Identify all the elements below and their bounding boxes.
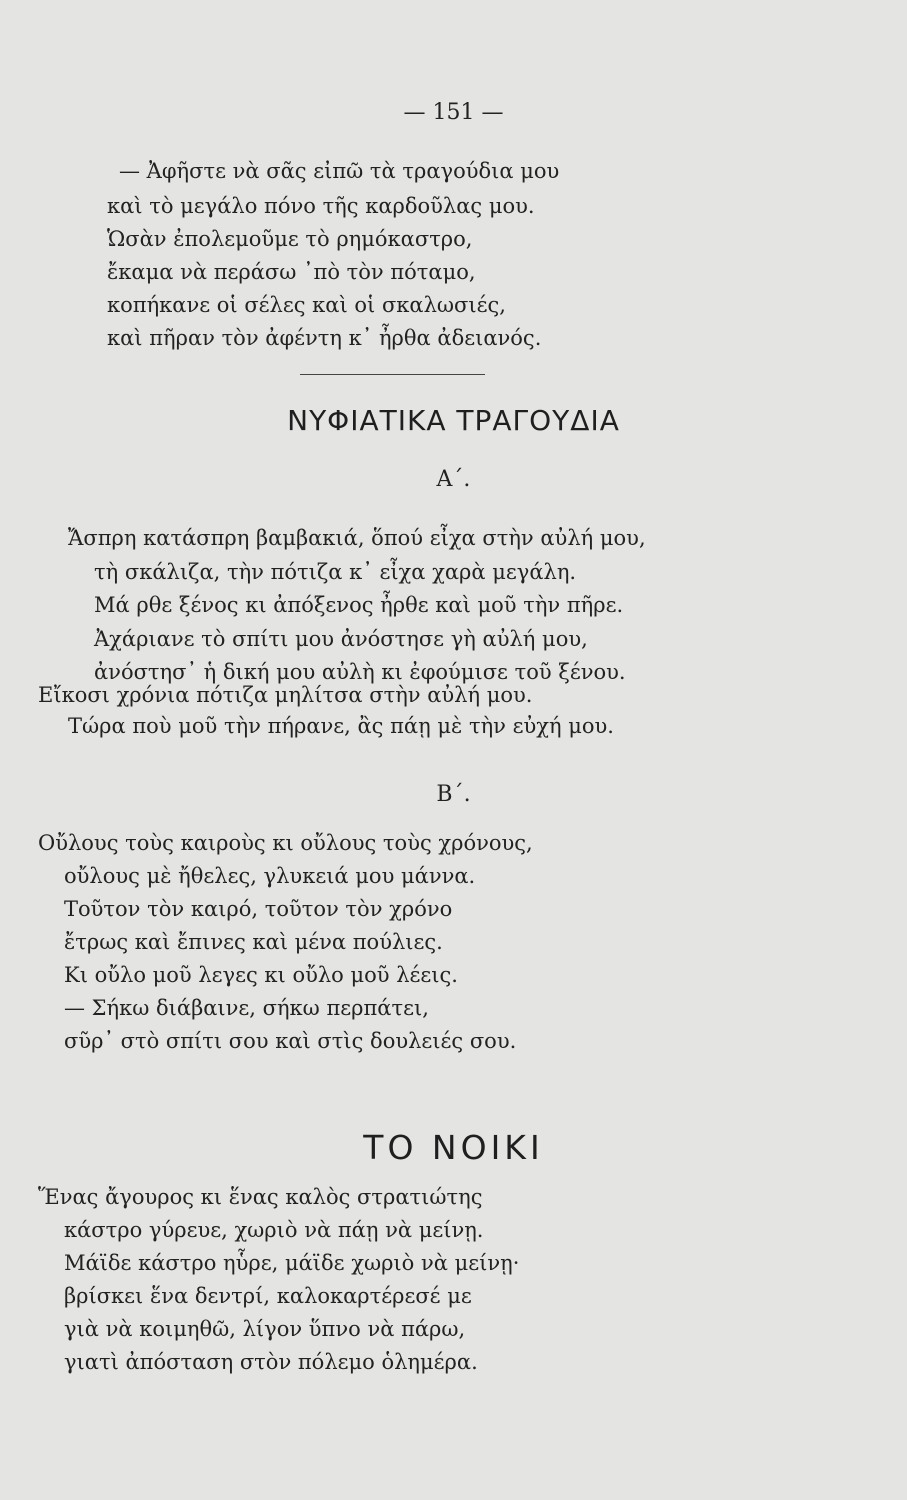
- verse-line: γιατὶ ἀπόσταση στὸν πόλεμο ὁλημέρα.: [64, 1350, 478, 1374]
- verse-line: Τοῦτον τὸν καιρό, τοῦτον τὸν χρόνο: [64, 897, 453, 921]
- verse-line: ἔτρως καὶ ἔπινες καὶ μένα πούλιες.: [64, 930, 443, 954]
- verse-line: καὶ τὸ μεγάλο πόνο τῆς καρδοῦλας μου.: [107, 194, 535, 218]
- verse-line: οὔλους μὲ ἤθελες, γλυκειά μου μάννα.: [64, 864, 476, 888]
- verse-line: Οὔλους τοὺς καιροὺς κι οὔλους τοὺς χρόνους,: [38, 831, 533, 855]
- verse-line: Μά ρθε ξένος κι ἀπόξενος ἦρθε καὶ μοῦ τὴν πῆρε.: [94, 593, 624, 617]
- verse-line: γιὰ νὰ κοιμηθῶ, λίγον ὕπνο νὰ πάρω,: [64, 1317, 466, 1341]
- verse-line: Κι οὔλο μοῦ λεγες κι οὔλο μοῦ λέεις.: [64, 963, 458, 987]
- verse-line: Ἀχάριανε τὸ σπίτι μου ἀνόστησε γὴ αὐλή μου,: [94, 627, 588, 651]
- verse-line: ἀνόστησ᾽ ἡ δική μου αὐλὴ κι ἐφούμισε τοῦ ξένου.: [94, 660, 626, 684]
- page-number: — 151 —: [403, 100, 504, 125]
- verse-line: Εἴκοσι χρόνια πότιζα μηλίτσα στὴν αὐλή μου.: [38, 683, 533, 707]
- section-divider: [300, 374, 485, 375]
- verse-line: — Ἀφῆστε νὰ σᾶς εἰπῶ τὰ τραγούδια μου: [119, 159, 560, 183]
- verse-line: κοπήκανε οἱ σέλες καὶ οἱ σκαλωσιές,: [107, 293, 506, 317]
- verse-line: Τώρα ποὺ μοῦ τὴν πήρανε, ἂς πάῃ μὲ τὴν εὐχή μου.: [68, 714, 614, 738]
- song-label: Β΄.: [436, 782, 471, 807]
- verse-line: Ἕνας ἄγουρος κι ἕνας καλὸς στρατιώτης: [38, 1185, 483, 1209]
- song-label: Α΄.: [436, 467, 471, 492]
- verse-line: σῦρ᾽ στὸ σπίτι σου καὶ στὶς δουλειές σου.: [64, 1029, 517, 1053]
- verse-line: τὴ σκάλιζα, τὴν πότιζα κ᾽ εἶχα χαρὰ μεγάλη.: [94, 560, 577, 584]
- verse-line: κάστρο γύρευε, χωριὸ νὰ πάῃ νὰ μείνῃ.: [64, 1218, 484, 1242]
- section-title: ΤΟ ΝΟΙΚΙ: [363, 1128, 544, 1167]
- verse-line: καὶ πῆραν τὸν ἀφέντη κ᾽ ἦρθα ἀδειανός.: [107, 326, 542, 350]
- verse-line: Ἄσπρη κατάσπρη βαμβακιά, ὅπού εἶχα στὴν αὐλή μου,: [68, 526, 646, 550]
- verse-line: βρίσκει ἕνα δεντρί, καλοκαρτέρεσέ με: [64, 1284, 472, 1308]
- verse-line: ἔκαμα νὰ περάσω ᾽πὸ τὸν πόταμο,: [107, 260, 476, 284]
- verse-line: — Σήκω διάβαινε, σήκω περπάτει,: [64, 996, 429, 1020]
- section-title: ΝΥΦΙΑΤΙΚΑ ΤΡΑΓΟΥΔΙΑ: [287, 404, 620, 437]
- verse-line: Ὡσὰν ἐπολεμοῦμε τὸ ρημόκαστρο,: [107, 227, 473, 251]
- verse-line: Μάϊδε κάστρο ηὗρε, μάϊδε χωριὸ νὰ μείνῃ·: [64, 1251, 520, 1275]
